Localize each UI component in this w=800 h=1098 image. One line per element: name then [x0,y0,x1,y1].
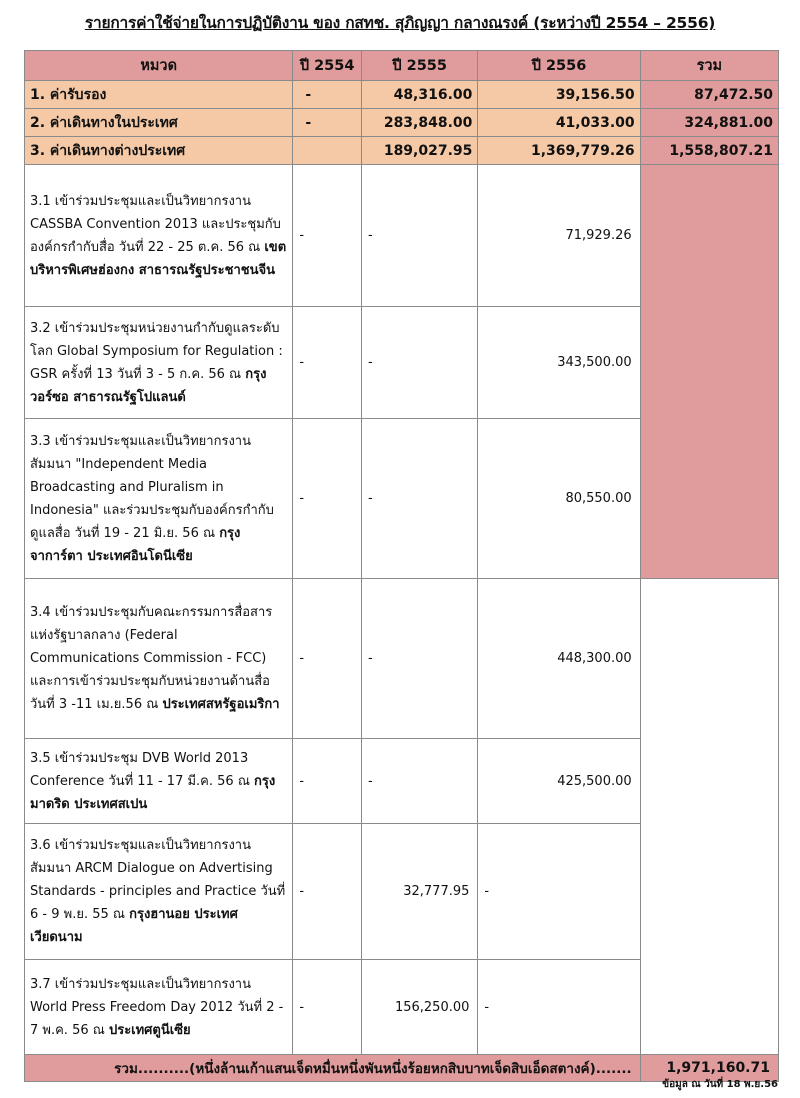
value-2555: 32,777.95 [361,824,477,960]
detail-location: กรุงวอร์ซอ สาธารณรัฐโปแลนด์ [30,366,267,405]
value-2556: 448,300.00 [478,579,640,739]
value-2556: 425,500.00 [478,739,640,824]
detail-text: 3.1 เข้าร่วมประชุมและเป็นวิทยากรงาน CASSBA Convention 2013 และประชุมกับองค์กรกำกับสื่อ วันที่ 22 - 25 ต.ค. 56 ณ [30,193,281,255]
detail-location: กรุงจาการ์ตา ประเทศอินโดนีเซีย [30,525,241,564]
data-date-note: ข้อมูล ณ วันที่ 18 พ.ย.56 [662,1079,778,1090]
value-2555: 189,027.95 [361,137,477,165]
value-2555: - [361,739,477,824]
value-2554: - [293,419,362,579]
detail-description [25,960,293,1055]
value-2554 [293,137,362,165]
value-2554: - [293,579,362,739]
value-2556: 71,929.26 [478,165,640,307]
value-2555: 156,250.00 [361,960,477,1055]
detail-text: 3.4 เข้าร่วมประชุมกับคณะกรรมการสื่อสารแห่งรัฐบาลกลาง (Federal Communications Commission - FCC) และการเข้าร่วมประชุมกับหน่วยงานด้านสื่อ วันที่ 3 -11 เม.ย.56 ณ [30,605,273,712]
value-2556: 80,550.00 [478,419,640,579]
header-row [25,51,779,81]
value-2555: - [361,419,477,579]
detail-location: กรุงฮานอย ประเทศเวียดนาม [30,907,238,945]
detail-location: ประเทศสหรัฐอเมริกา [162,697,280,712]
category-label: 1. ค่ารับรอง [25,81,293,109]
category-label: 2. ค่าเดินทางในประเทศ [25,109,293,137]
value-total: 324,881.00 [640,109,778,137]
detail-row-3-4 [25,579,779,739]
value-2556: 41,033.00 [478,109,640,137]
value-2555: - [361,165,477,307]
grand-total-value: 1,971,160.71 [640,1055,778,1082]
value-2554: - [293,739,362,824]
value-2554: - [293,109,362,137]
header-category: หมวด [25,51,293,81]
detail-description [25,307,293,419]
detail-description [25,419,293,579]
detail-location: เขตบริหารพิเศษฮ่องกง สาธารณรัฐประชาชนจีน [30,239,287,278]
value-2555: 283,848.00 [361,109,477,137]
value-2555: 48,316.00 [361,81,477,109]
detail-text: 3.3 เข้าร่วมประชุมและเป็นวิทยากรงานสัมมนา "Independent Media Broadcasting and Pluralism in Indonesia" และร่วมประชุมกับองค์กรกำกับดูแลสื่อ วันที่ 19 - 21 มิ.ย. 56 ณ [30,433,274,541]
value-2555: - [361,579,477,739]
grand-total-label: รวม..........(หนึ่งล้านเก้าแสนเจ็ดหมื่นหนึ่งพันหนึ่งร้อยหกสิบบาทเจ็ดสิบเอ็ดสตางค์)....... [25,1055,641,1082]
value-2556: 1,369,779.26 [478,137,640,165]
detail-description [25,165,293,307]
detail-text: 3.6 เข้าร่วมประชุมและเป็นวิทยากรงานสัมมนา ARCM Dialogue on Advertising Standards - principles and Practice วันที่ 6 - 9 พ.ย. 55 ณ [30,838,286,922]
header-2556: ปี 2556 [478,51,640,81]
detail-description [25,824,293,960]
header-2554: ปี 2554 [293,51,362,81]
detail-description [25,579,293,739]
header-2555: ปี 2555 [361,51,477,81]
total-column-fill [640,165,778,579]
summary-row-hospitality [25,81,779,109]
value-2556: 39,156.50 [478,81,640,109]
detail-row-3-1 [25,165,779,307]
header-total: รวม [640,51,778,81]
value-total: 87,472.50 [640,81,778,109]
detail-description [25,739,293,824]
value-2556: - [478,960,640,1055]
value-total: 1,558,807.21 [640,137,778,165]
value-2554: - [293,824,362,960]
value-2554: - [293,165,362,307]
expense-table [24,50,779,1082]
value-2554: - [293,960,362,1055]
detail-location: กรุงมาดริด ประเทศสเปน [30,773,276,812]
value-2554: - [293,307,362,419]
value-2555: - [361,307,477,419]
detail-text: 3.2 เข้าร่วมประชุมหน่วยงานกำกับดูแลระดับโลก Global Symposium for Regulation : GSR ครั้งที่ 13 วันที่ 3 - 5 ก.ค. 56 ณ [30,320,283,382]
total-column-blank [640,579,778,1055]
summary-row-domestic-travel [25,109,779,137]
summary-row-foreign-travel [25,137,779,165]
detail-text: 3.5 เข้าร่วมประชุม DVB World 2013 Conference วันที่ 11 - 17 มี.ค. 56 ณ [30,750,250,789]
detail-text: 3.7 เข้าร่วมประชุมและเป็นวิทยากรงาน World Press Freedom Day 2012 วันที่ 2 - 7 พ.ค. 56 ณ [30,976,284,1038]
value-2556: - [478,824,640,960]
detail-location: ประเทศตูนีเซีย [108,1022,191,1038]
document-title: รายการค่าใช้จ่ายในการปฏิบัติงาน ของ กสทช. สุภิญญา กลางณรงค์ (ระหว่างปี 2554 – 2556) [84,14,716,32]
category-label: 3. ค่าเดินทางต่างประเทศ [25,137,293,165]
value-2554: - [293,81,362,109]
value-2556: 343,500.00 [478,307,640,419]
